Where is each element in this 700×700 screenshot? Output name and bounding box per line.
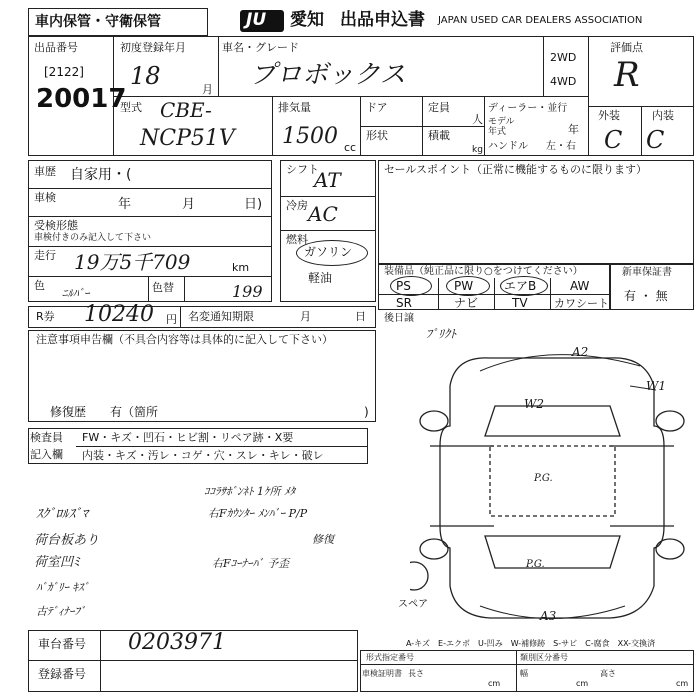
insp-day: 日) [244,197,263,212]
4wd-label: 4WD [550,75,577,88]
height-cm: cm [676,679,689,688]
ps-circle [390,276,432,296]
association-name: JAPAN USED CAR DEALERS ASSOCIATION [438,15,643,26]
eq-sr: SR [396,296,412,310]
insp-row2: 内装・キズ・汚レ・コゲ・穴・スレ・キレ・破レ [82,449,324,462]
gasoline-label: ガソリン [304,245,353,259]
shift-value: AT [314,168,341,192]
rear-note: ﾌﾟﾘｸﾄ [426,327,457,341]
history-value: 自家用・( [70,167,132,183]
car-grade-label: 車名・グレード [222,41,299,54]
displacement-label: 排気量 [278,101,311,114]
form-spec-label: 形式指定番号 [366,653,414,662]
color-no-label: 色替 [152,281,174,294]
note-4: ﾊﾞｶﾞﾘｰ ｷｽﾞ [36,581,89,594]
color-value: ﾆﾙﾊﾞｰ [62,287,90,300]
eq-pw: PW [454,279,474,293]
diag-p2: P.G. [526,559,545,570]
eq-ps: PS [396,279,411,293]
chassis-value: 0203971 [128,630,226,655]
car-name-value: プロボックス [250,60,406,90]
chassis-label: 車台番号 [38,637,87,651]
eq-navi: ナビ [454,296,479,310]
sales-point-label: セールスポイント（正常に機能するものに限ります） [384,163,648,176]
entry-label: 記入欄 [30,448,63,461]
insp-row1: FW・キズ・凹石・ヒビ割・リペア跡・X要 [82,431,294,444]
mileage-label: 走行 [34,249,56,262]
ju-logo: JU [240,10,284,32]
length-label: 長さ [408,669,424,678]
shift-label: シフト [286,163,319,176]
eq-airbag: エアB [504,279,537,293]
note-1: ｽｸﾞﾛﾙｽﾞﾏ [36,507,88,522]
diag-w2: W2 [524,397,544,411]
diag-a3: A3 [540,609,557,623]
reg-month-label: 月 [202,83,213,96]
door-label: ドア [366,101,388,114]
inspector-label: 検査員 [30,431,63,444]
first-reg-label: 初度登録年月 [120,41,186,54]
name-change-label: 名変通知期限 [188,310,254,323]
person-label: 人 [472,113,483,126]
model-year-a: モデル [488,117,515,127]
name-change-date: 月 日 [300,310,366,323]
category-label: 類別区分番号 [520,653,568,662]
repair-close: ) [364,405,369,419]
kg-label: kg [472,145,483,155]
inspection-label: 車検 [34,191,56,204]
reg-no-label: 登録番号 [38,667,87,681]
lot-bracket: [2122] [44,65,84,79]
mileage-value: 19万5千709 [74,250,191,274]
lr-label: 左・右 [546,141,576,152]
history-label: 車歴 [34,165,56,178]
note-r2: 右Fｶｳﾝﾀｰ ﾒﾝﾊﾞｰ P/P [208,507,308,520]
reg-year-value: 18 [130,62,161,90]
capacity-label: 定員 [428,101,450,114]
eq-tv: TV [512,296,528,310]
spare-tire-icon [410,562,428,590]
receipt-label: 受検形態 [34,219,78,232]
eq-aw: AW [570,279,590,293]
storage-box [28,8,208,36]
insp-month: 月 [182,197,196,212]
receipt-note: 車検付きのみ記入して下さい [34,233,152,243]
model-value: CBE- [160,98,212,122]
width-cm: cm [576,679,589,688]
warranty-options: 有 ・ 無 [624,289,668,303]
note-3: 荷室凹ﾐ [34,555,80,570]
damage-legend: A-キズ E-エクボ U-凹み W-補修跡 S-サビ C-腐食 XX-交換済 [406,639,656,648]
diesel-label: 軽油 [308,271,333,285]
eq-seat: カワシート [554,297,609,310]
exterior-label: 外装 [598,109,620,122]
note-r1: ｺｺﾗｻﾎﾞﾝﾈﾄ 1ｹ所 ﾒﾀ [204,485,295,498]
diag-p1: P.G. [534,473,553,484]
repair-label: 修復歴 有（箇所 [50,405,159,419]
length-cm: cm [488,679,501,688]
rating-value: R [614,55,640,95]
spare-label: スペア [398,599,428,610]
diag-w1: W1 [646,379,666,393]
width-label: 幅 [520,669,528,678]
equipment-label: 装備品（純正品に限り○をつけてください） [384,266,583,277]
diag-a2: A2 [572,345,589,359]
shape-label: 形状 [366,129,388,142]
note-2: 荷台板あり [34,533,100,548]
warranty-label: 新車保証書 [622,267,672,278]
rating-label: 評価点 [610,41,643,54]
model-value-2: NCP51V [140,126,235,151]
aircon-label: 冷房 [286,199,308,212]
color-label: 色 [34,279,45,292]
cert-label: 車検証明書 [362,669,402,678]
model-year-b: 年式 [488,127,507,137]
note-5: 古ﾃﾞｨﾅｰﾌﾞ [36,605,86,618]
airbag-circle [500,276,548,296]
cc-label: cc [344,141,357,154]
model-label: 型式 [120,101,142,114]
lot-no-label: 出品番号 [34,41,78,54]
interior-value: C [646,126,665,154]
r-ken-label: R券 [36,310,55,323]
pw-circle [446,276,490,296]
loading-label: 積載 [428,129,450,142]
year-label: 年 [568,123,579,136]
handle-label: ハンドル [488,141,528,152]
displacement-value: 1500 [282,124,338,149]
km-label: km [232,261,250,274]
fuel-label: 燃料 [286,233,308,246]
brand-name: 愛知 [290,10,324,30]
aircon-value: AC [308,202,338,226]
dealer-label: ディーラー・並行 [488,103,568,114]
form-title: 出品申込書 [340,10,425,30]
interior-label: 内装 [652,109,674,122]
r-ken-value: 10240 [84,302,154,327]
note-r4: 右Fｺｰﾅｰﾊﾞ 予歪 [212,557,290,570]
lot-no-value: 20017 [36,84,127,114]
storage-label: 車内保管・守衛保管 [35,14,161,30]
notice-label: 注意事項申告欄（不具合内容等は具体的に記入して下さい） [36,333,333,346]
note-r3: 修復 [312,533,334,546]
height-label: 高さ [600,669,616,678]
color-no-value: 199 [232,282,263,301]
rear-sheet-label: 後日譲 [384,313,414,324]
insp-year: 年 [118,197,132,212]
exterior-value: C [604,126,623,154]
2wd-label: 2WD [550,51,577,64]
yen-label: 円 [166,313,177,326]
